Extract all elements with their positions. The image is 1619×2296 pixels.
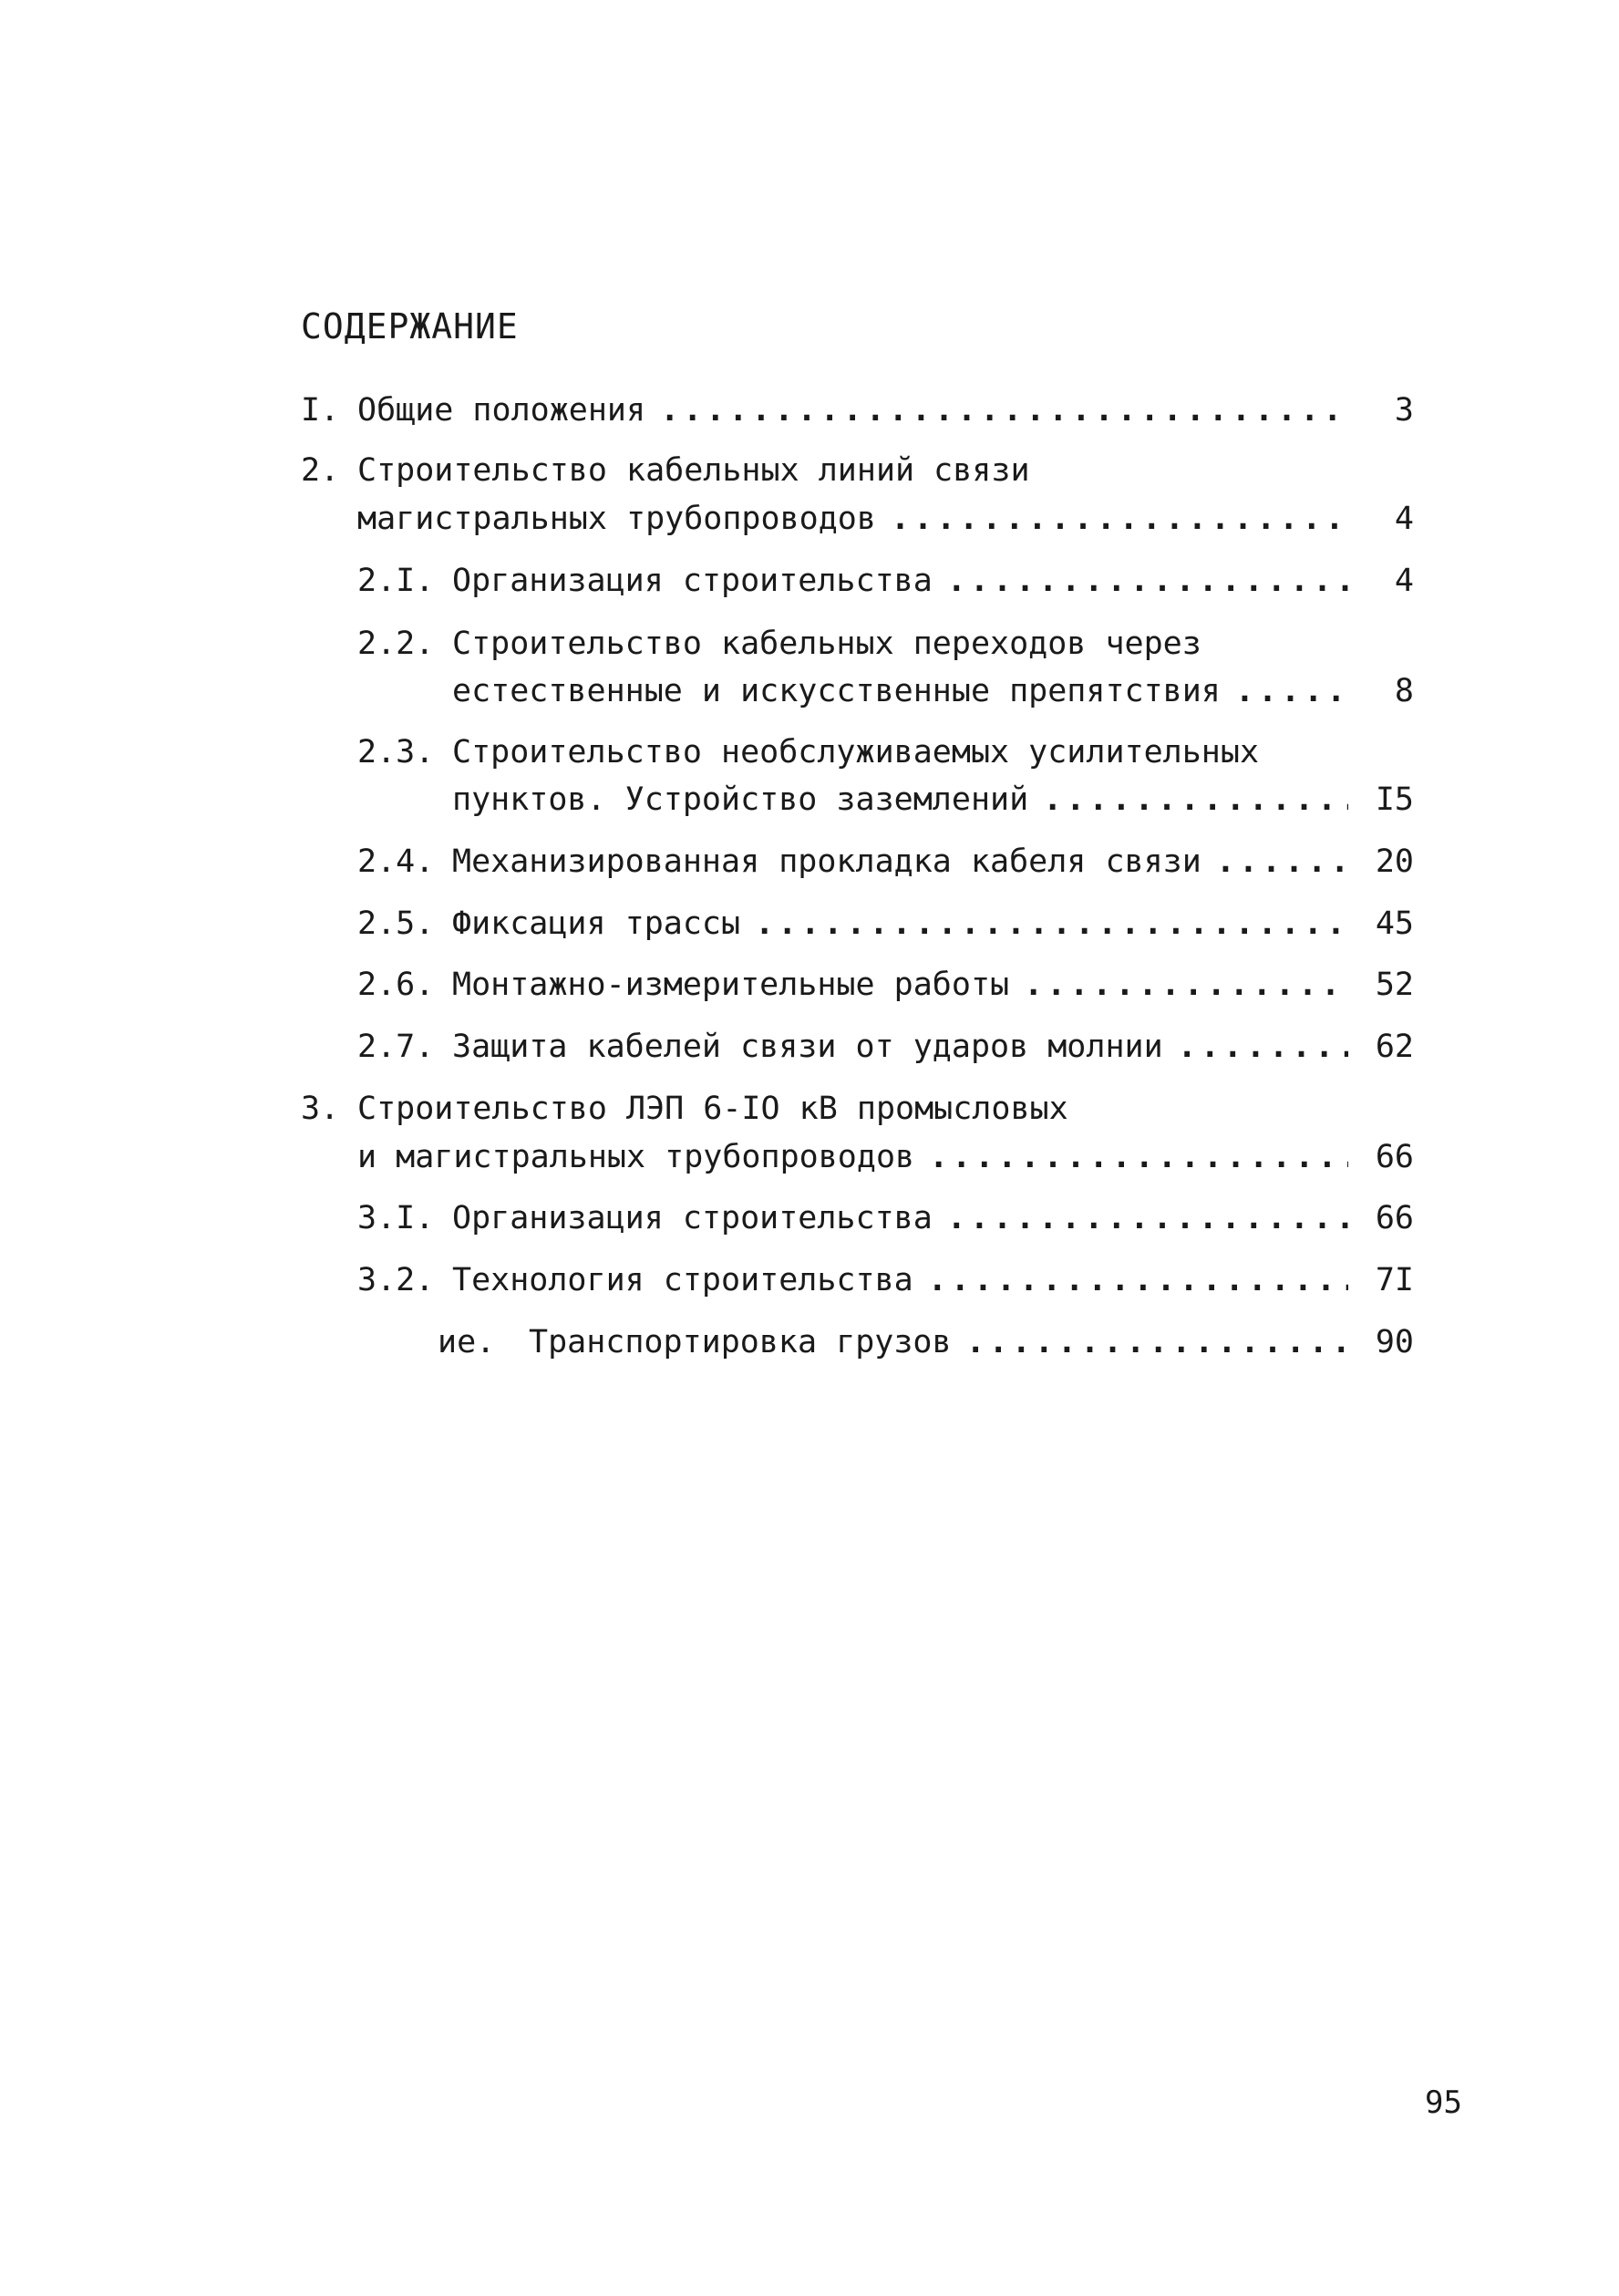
toc-entry-2-5 — [357, 905, 1414, 951]
page-title: СОДЕРЖАНИЕ — [301, 306, 519, 346]
toc-entry-title: Строительство кабельных переходов через — [452, 626, 1201, 662]
toc-entry-number: I. — [301, 392, 340, 429]
toc-entry-2-2-line-2 — [452, 673, 1414, 719]
dot-leader — [1178, 1029, 1348, 1065]
toc-entry-2-line-1 — [301, 452, 1030, 498]
toc-entry-3-line-1 — [301, 1091, 1068, 1136]
toc-entry-appendix — [438, 1324, 1414, 1370]
toc-entry-title: Строительство кабельных линий связи — [357, 452, 1030, 489]
toc-entry-page: 8 — [1394, 673, 1414, 709]
toc-entry-title: Фиксация трассы — [452, 905, 741, 942]
toc-entry-number: 3. — [301, 1091, 340, 1127]
toc-entry-2-3-line-2 — [452, 781, 1414, 827]
toc-entry-2-6 — [357, 967, 1414, 1012]
toc-entry-title: Строительство ЛЭП 6-IO кВ промысловых — [357, 1091, 1068, 1127]
toc-entry-title-continued: естественные и искусственные препятствия — [452, 673, 1221, 709]
toc-entry-page: 4 — [1394, 501, 1414, 537]
toc-entry-page: I5 — [1375, 781, 1414, 818]
toc-entry-title: Общие положения — [357, 392, 646, 429]
toc-entry-title-continued: магистральных трубопроводов — [357, 501, 876, 537]
toc-entry-page: 20 — [1375, 843, 1414, 880]
toc-entry-number: 2.I. — [357, 563, 435, 599]
toc-entry-number: 2.3. — [357, 734, 435, 771]
toc-entry-3-1 — [357, 1200, 1414, 1246]
toc-entry-number: 2. — [301, 452, 340, 489]
toc-entry-3-line-2 — [357, 1139, 1414, 1184]
toc-entry-page: 45 — [1375, 905, 1414, 942]
dot-leader — [891, 501, 1348, 537]
toc-entry-number: 2.6. — [357, 967, 435, 1003]
dot-leader — [1216, 843, 1348, 880]
dot-leader — [1043, 781, 1348, 818]
toc-entry-2-3-line-1 — [357, 734, 1259, 780]
toc-entry-2-line-2 — [357, 501, 1414, 546]
toc-entry-prefix: ие. — [438, 1324, 496, 1360]
toc-entry-1 — [301, 392, 1414, 438]
toc-entry-number: 3.I. — [357, 1200, 435, 1236]
dot-leader — [947, 563, 1348, 599]
toc-entry-2-7 — [357, 1029, 1414, 1074]
toc-entry-page: 66 — [1375, 1200, 1414, 1236]
toc-entry-title: Организация строительства — [452, 563, 933, 599]
dot-leader — [755, 905, 1348, 942]
toc-entry-number: 2.7. — [357, 1029, 435, 1065]
page-number: 95 — [1425, 2084, 1462, 2121]
dot-leader — [929, 1139, 1348, 1175]
dot-leader — [928, 1262, 1348, 1298]
toc-entry-3-2 — [357, 1262, 1414, 1308]
dot-leader — [1235, 673, 1348, 709]
toc-entry-title: Строительство необслуживаемых усилительных — [452, 734, 1260, 771]
toc-entry-page: 66 — [1375, 1139, 1414, 1175]
toc-entry-page: 62 — [1375, 1029, 1414, 1065]
toc-entry-number: 2.2. — [357, 626, 435, 662]
toc-entry-page: 4 — [1394, 563, 1414, 599]
toc-entry-page: 3 — [1394, 392, 1414, 429]
toc-entry-number: 3.2. — [357, 1262, 435, 1298]
toc-entry-2-1 — [357, 563, 1414, 608]
dot-leader — [947, 1200, 1348, 1236]
toc-entry-2-4 — [357, 843, 1414, 889]
dot-leader — [966, 1324, 1348, 1360]
toc-entry-title-continued: и магистральных трубопроводов — [357, 1139, 915, 1175]
toc-entry-number: 2.4. — [357, 843, 435, 880]
dot-leader — [660, 392, 1348, 429]
toc-entry-title: Транспортировка грузов — [529, 1324, 952, 1360]
toc-entry-title: Технология строительства — [452, 1262, 913, 1298]
toc-entry-number: 2.5. — [357, 905, 435, 942]
toc-entry-title: Организация строительства — [452, 1200, 933, 1236]
toc-entry-page: 7I — [1375, 1262, 1414, 1298]
toc-entry-2-2-line-1 — [357, 626, 1201, 671]
toc-entry-title-continued: пунктов. Устройство заземлений — [452, 781, 1029, 818]
toc-entry-title: Механизированная прокладка кабеля связи — [452, 843, 1201, 880]
toc-entry-title: Монтажно-измерительные работы — [452, 967, 1010, 1003]
toc-entry-page: 52 — [1375, 967, 1414, 1003]
toc-entry-title: Защита кабелей связи от ударов молнии — [452, 1029, 1163, 1065]
toc-entry-page: 90 — [1375, 1324, 1414, 1360]
dot-leader — [1024, 967, 1348, 1003]
